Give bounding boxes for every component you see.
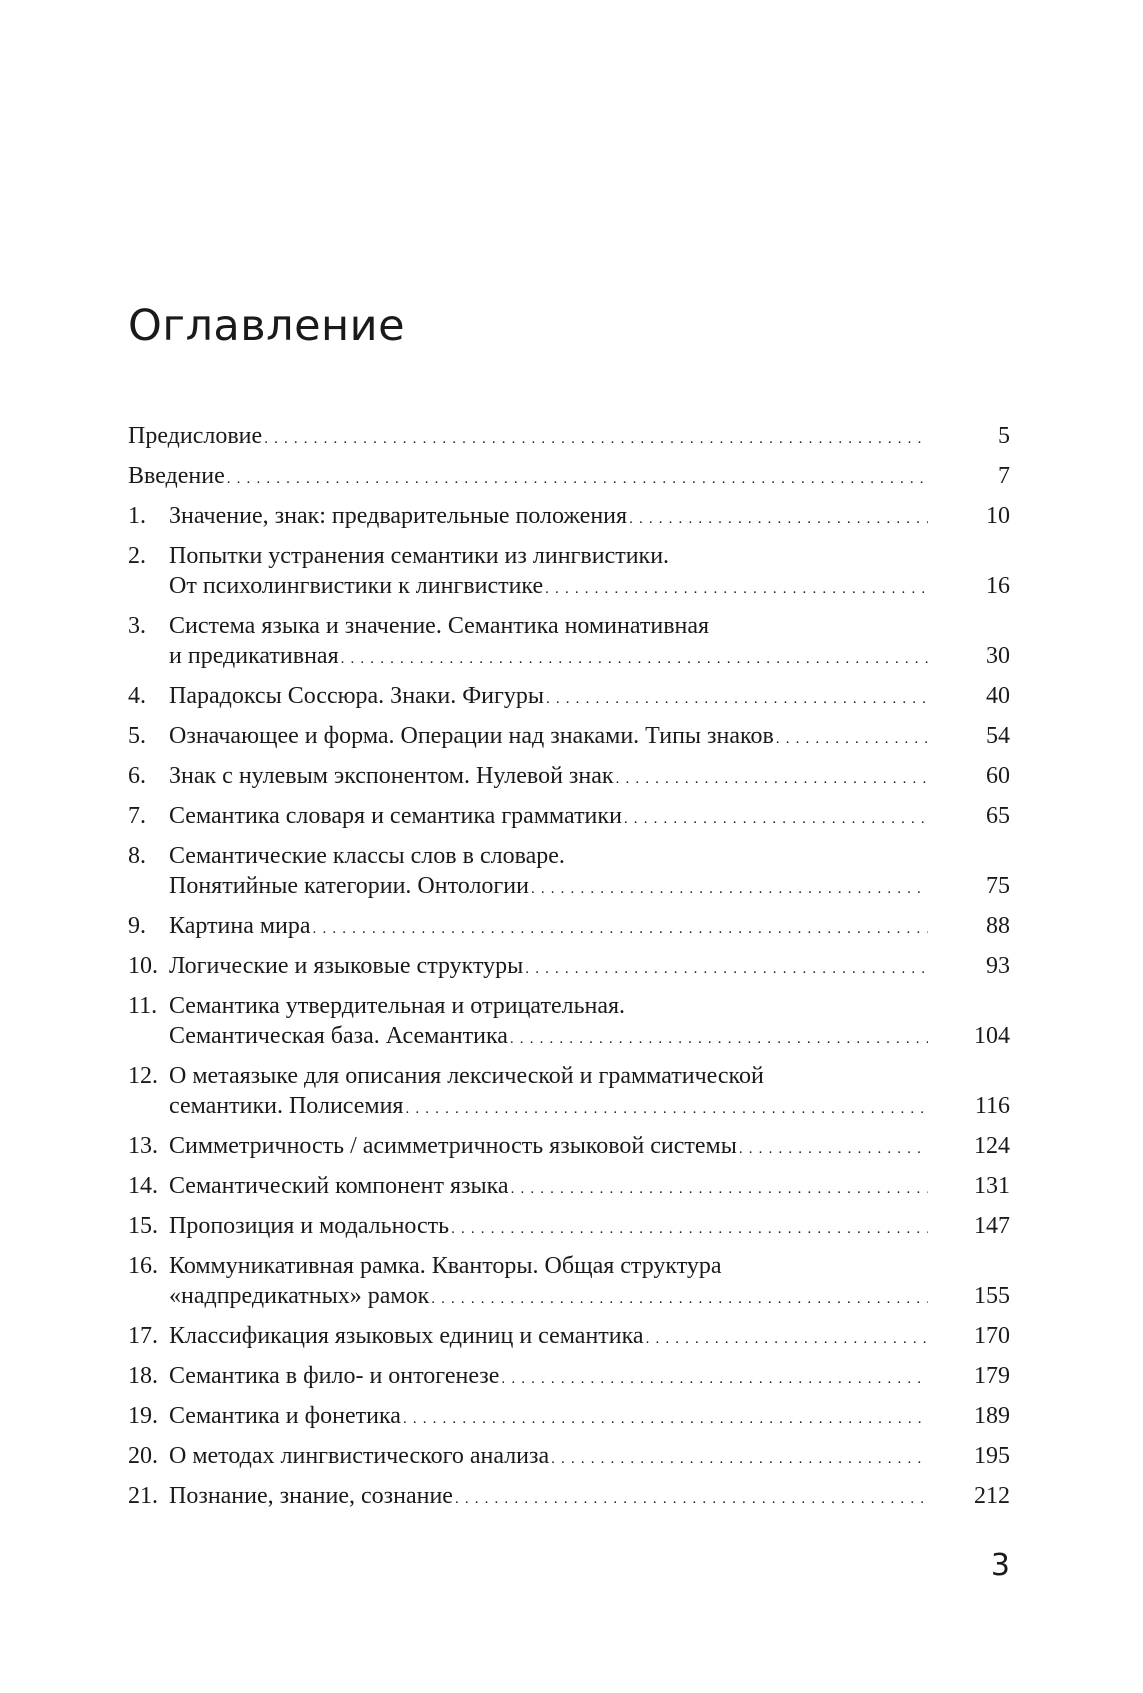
toc-entry-line-last xyxy=(128,721,1010,751)
toc-entry-number: 16. xyxy=(128,1253,158,1279)
toc-entry-number: 15. xyxy=(128,1213,158,1239)
toc-entry-page: 116 xyxy=(974,1093,1010,1119)
toc-entry[interactable] xyxy=(128,1211,1010,1241)
toc-entry-page: 75 xyxy=(986,873,1010,899)
dot-leader xyxy=(403,1404,928,1434)
toc-entry-page: 195 xyxy=(974,1443,1010,1469)
toc-entry-page: 5 xyxy=(998,423,1010,449)
toc-entry-line-last xyxy=(128,461,1010,491)
toc-entry-line-last xyxy=(128,1091,1010,1121)
toc-entry[interactable] xyxy=(128,911,1010,941)
toc-entry-line-last xyxy=(128,641,1010,671)
toc-entry-number: 6. xyxy=(128,763,146,789)
toc-entry-page: 60 xyxy=(986,763,1010,789)
toc-entry-page: 212 xyxy=(974,1483,1010,1509)
toc-entry-title: Семантическая база. Асемантика xyxy=(169,1023,508,1049)
toc-entry-page: 88 xyxy=(986,913,1010,939)
dot-leader xyxy=(511,1174,928,1204)
toc-entry-title: Симметричность / асимметричность языковой системы xyxy=(169,1133,737,1159)
toc-entry-title: Понятийные категории. Онтологии xyxy=(169,873,529,899)
toc-entry[interactable] xyxy=(128,1171,1010,1201)
toc-entry-page: 93 xyxy=(986,953,1010,979)
dot-leader xyxy=(551,1444,928,1474)
dot-leader xyxy=(546,684,928,714)
page-title: Оглавление xyxy=(128,301,406,351)
toc-entry-number: 13. xyxy=(128,1133,158,1159)
toc-entry[interactable] xyxy=(128,1251,1010,1311)
toc-entry-line-last xyxy=(128,1361,1010,1391)
toc-entry-number: 2. xyxy=(128,543,146,569)
dot-leader xyxy=(501,1364,928,1394)
toc-entry-title: Попытки устранения семантики из лингвистики. xyxy=(169,543,670,569)
toc-entry-line-last xyxy=(128,951,1010,981)
toc-entry-page: 104 xyxy=(974,1023,1010,1049)
toc-entry-line-last xyxy=(128,1401,1010,1431)
dot-leader xyxy=(616,764,928,794)
dot-leader xyxy=(227,464,928,494)
toc-entry-title: Введение xyxy=(128,463,225,489)
toc-entry-page: 179 xyxy=(974,1363,1010,1389)
toc-entry-title: Семантика в фило- и онтогенезе xyxy=(169,1363,500,1389)
toc-entry-title: семантики. Полисемия xyxy=(169,1093,404,1119)
toc-entry[interactable] xyxy=(128,541,1010,601)
toc-entry-line-last xyxy=(128,911,1010,941)
toc-entry-page: 170 xyxy=(974,1323,1010,1349)
toc-entry-line-last xyxy=(128,1281,1010,1311)
toc-entry-line-last xyxy=(128,761,1010,791)
dot-leader xyxy=(313,914,928,944)
toc-entry-title: О методах лингвистического анализа xyxy=(169,1443,550,1469)
toc-entry[interactable] xyxy=(128,841,1010,901)
toc-entry-number: 8. xyxy=(128,843,146,869)
toc-entry-number: 7. xyxy=(128,803,146,829)
toc-entry-page: 54 xyxy=(986,723,1010,749)
dot-leader xyxy=(455,1484,928,1514)
toc-entry-line-last xyxy=(128,1171,1010,1201)
toc-entry-title: Логические и языковые структуры xyxy=(169,953,524,979)
toc-entry-title: О метаязыке для описания лексической и грамматической xyxy=(169,1063,764,1089)
toc-entry-line-last xyxy=(128,681,1010,711)
page-number: 3 xyxy=(990,1548,1010,1583)
toc-entry-number: 17. xyxy=(128,1323,158,1349)
toc-entry[interactable] xyxy=(128,721,1010,751)
dot-leader xyxy=(451,1214,928,1244)
toc-entry-title: Семантика утвердительная и отрицательная. xyxy=(169,993,626,1019)
toc-entry-line-last xyxy=(128,571,1010,601)
toc-entry-number: 18. xyxy=(128,1363,158,1389)
toc-entry-page: 147 xyxy=(974,1213,1010,1239)
toc-entry-title: «надпредикатных» рамок xyxy=(169,1283,430,1309)
toc-entry-line xyxy=(128,541,1010,571)
toc-entry-page: 131 xyxy=(974,1173,1010,1199)
toc-entry-line xyxy=(128,841,1010,871)
toc-entry-line-last xyxy=(128,1481,1010,1511)
toc-entry-page: 189 xyxy=(974,1403,1010,1429)
toc-entry-number: 20. xyxy=(128,1443,158,1469)
dot-leader xyxy=(624,804,928,834)
toc-entry-page: 16 xyxy=(986,573,1010,599)
toc-entry[interactable] xyxy=(128,1321,1010,1351)
toc-entry-page: 30 xyxy=(986,643,1010,669)
toc-entry-title: Семантический компонент языка xyxy=(169,1173,509,1199)
toc-entry-number: 14. xyxy=(128,1173,158,1199)
toc-entry[interactable] xyxy=(128,461,1010,491)
toc-entry-page: 65 xyxy=(986,803,1010,829)
toc-entry-title: и предикативная xyxy=(169,643,339,669)
dot-leader xyxy=(264,424,928,454)
toc-entry-line xyxy=(128,611,1010,641)
toc-entry-title: Знак с нулевым экспонентом. Нулевой знак xyxy=(169,763,614,789)
toc-entry-page: 10 xyxy=(986,503,1010,529)
toc-entry[interactable] xyxy=(128,1481,1010,1511)
dot-leader xyxy=(531,874,928,904)
toc-entry[interactable] xyxy=(128,1361,1010,1391)
toc-entry-line-last xyxy=(128,801,1010,831)
toc-entry-page: 7 xyxy=(998,463,1010,489)
toc-entry-number: 10. xyxy=(128,953,158,979)
toc-entry[interactable] xyxy=(128,1401,1010,1431)
toc-entry[interactable] xyxy=(128,501,1010,531)
dot-leader xyxy=(545,574,928,604)
toc-entry-line-last xyxy=(128,1021,1010,1051)
toc-entry-title: Классификация языковых единиц и семантика xyxy=(169,1323,644,1349)
dot-leader xyxy=(739,1134,928,1164)
dot-leader xyxy=(525,954,928,984)
toc-entry-number: 3. xyxy=(128,613,146,639)
toc-entry-title: Значение, знак: предварительные положения xyxy=(169,503,628,529)
toc-entry-line xyxy=(128,1251,1010,1281)
toc-entry-title: Семантика и фонетика xyxy=(169,1403,401,1429)
toc-entry[interactable] xyxy=(128,1441,1010,1471)
toc-entry-number: 19. xyxy=(128,1403,158,1429)
dot-leader xyxy=(341,644,928,674)
toc-entry-line xyxy=(128,1061,1010,1091)
toc-entry[interactable] xyxy=(128,951,1010,981)
toc-entry-title: Система языка и значение. Семантика номинативная xyxy=(169,613,710,639)
toc-entry[interactable] xyxy=(128,681,1010,711)
toc-entry-page: 40 xyxy=(986,683,1010,709)
toc-entry-line-last xyxy=(128,421,1010,451)
dot-leader xyxy=(431,1284,928,1314)
toc-entry-title: Картина мира xyxy=(169,913,311,939)
dot-leader xyxy=(629,504,928,534)
toc-entry-number: 1. xyxy=(128,503,146,529)
toc-entry-number: 12. xyxy=(128,1063,158,1089)
table-of-contents xyxy=(128,421,1010,1521)
toc-entry-line-last xyxy=(128,1321,1010,1351)
toc-entry-title: Пропозиция и модальность xyxy=(169,1213,450,1239)
toc-entry-title: Предисловие xyxy=(128,423,263,449)
toc-entry-line xyxy=(128,991,1010,1021)
toc-entry[interactable] xyxy=(128,421,1010,451)
toc-entry-line-last xyxy=(128,871,1010,901)
toc-entry[interactable] xyxy=(128,1131,1010,1161)
toc-entry-title: Означающее и форма. Операции над знаками. Типы знаков xyxy=(169,723,774,749)
toc-entry-page: 155 xyxy=(974,1283,1010,1309)
toc-entry-title: Семантические классы слов в словаре. xyxy=(169,843,565,869)
toc-entry-title: Познание, знание, сознание xyxy=(169,1483,453,1509)
toc-entry-number: 11. xyxy=(128,993,158,1019)
toc-entry-number: 4. xyxy=(128,683,146,709)
dot-leader xyxy=(510,1024,928,1054)
toc-entry-number: 21. xyxy=(128,1483,158,1509)
toc-entry[interactable] xyxy=(128,611,1010,671)
toc-entry-line-last xyxy=(128,501,1010,531)
toc-entry[interactable] xyxy=(128,1061,1010,1121)
dot-leader xyxy=(646,1324,928,1354)
toc-entry-title: От психолингвистики к лингвистике xyxy=(169,573,544,599)
toc-entry-line-last xyxy=(128,1211,1010,1241)
toc-entry-title: Семантика словаря и семантика грамматики xyxy=(169,803,622,829)
dot-leader xyxy=(405,1094,928,1124)
toc-entry-number: 9. xyxy=(128,913,146,939)
toc-entry-title: Коммуникативная рамка. Кванторы. Общая структура xyxy=(169,1253,722,1279)
toc-entry-number: 5. xyxy=(128,723,146,749)
toc-entry-page: 124 xyxy=(974,1133,1010,1159)
toc-entry-line-last xyxy=(128,1441,1010,1471)
toc-entry[interactable] xyxy=(128,991,1010,1051)
dot-leader xyxy=(776,724,928,754)
toc-entry-line-last xyxy=(128,1131,1010,1161)
toc-entry-title: Парадоксы Соссюра. Знаки. Фигуры xyxy=(169,683,544,709)
toc-entry[interactable] xyxy=(128,801,1010,831)
toc-entry[interactable] xyxy=(128,761,1010,791)
